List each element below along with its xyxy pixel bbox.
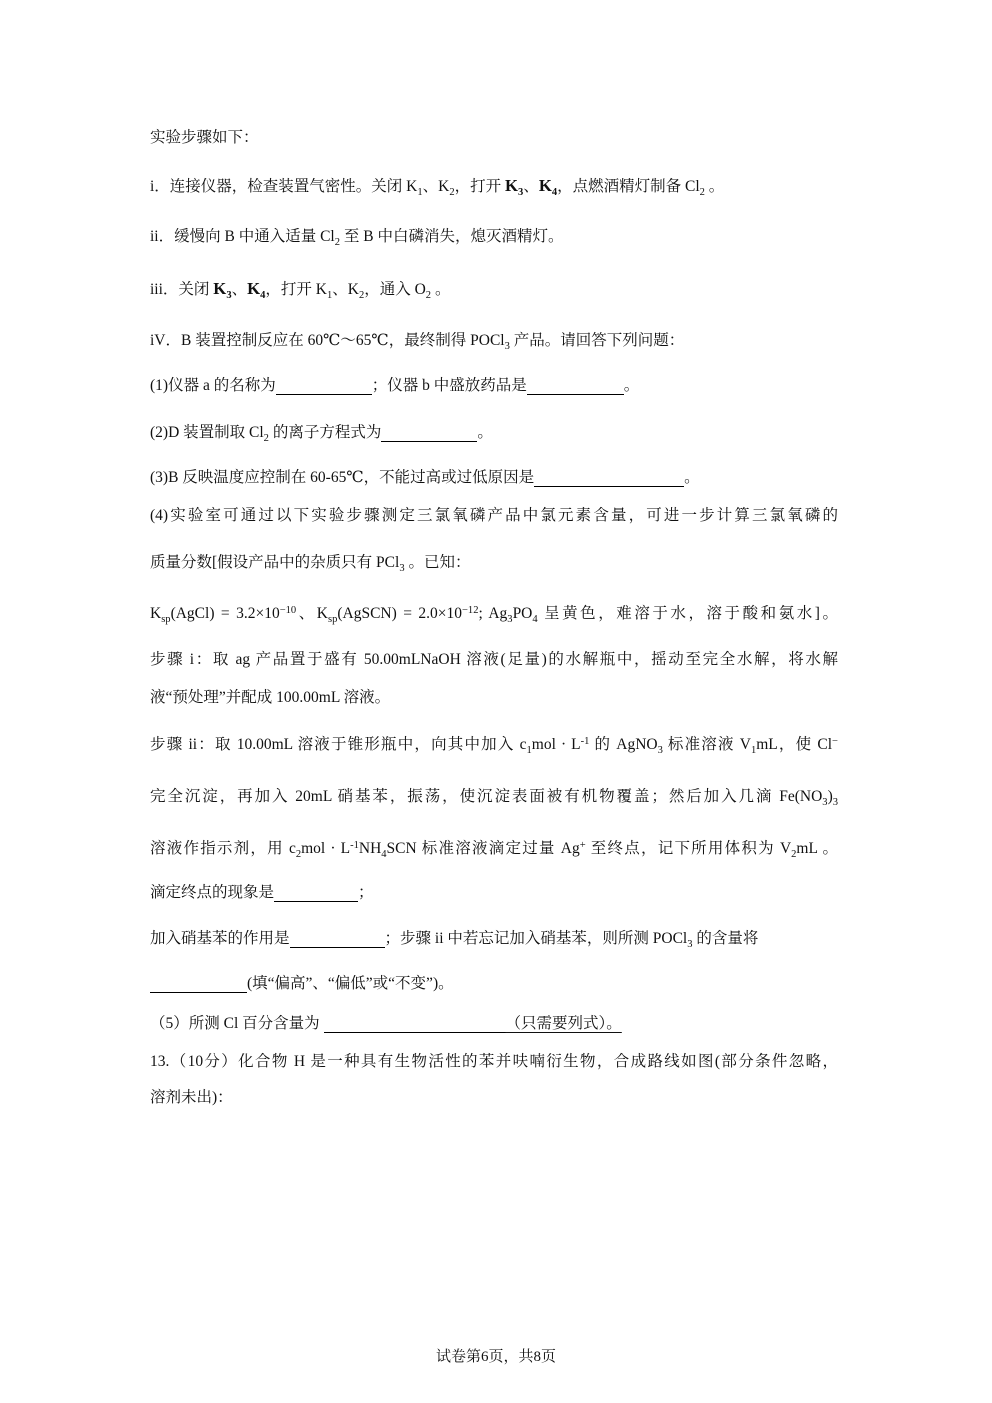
text-run: 13.（10分）化合物 H 是一种具有生物活性的苯并呋喃衍生物，合成路线如图(部分条件忽略， <box>150 1053 838 1070</box>
underlined-text: （只需要列式）。 <box>505 1015 622 1032</box>
text-run: i．连接仪器，检查装置气密性。关闭 K <box>150 178 418 195</box>
subscript: sp <box>327 613 338 625</box>
text-run: 产品。请回答下列问题： <box>509 332 685 349</box>
ksp-data-line <box>150 602 838 626</box>
subscript: 4 <box>532 613 538 625</box>
subscript: 3 <box>657 744 663 756</box>
subscript: 2 <box>358 289 365 301</box>
text-run: 溶液作指示剂，用 c <box>150 840 296 857</box>
procedure-step-i-line-2 <box>150 686 390 710</box>
nitrobenzene-question-choice <box>150 972 454 996</box>
subscript: 3 <box>822 796 828 808</box>
text-run: 、K <box>296 605 328 622</box>
question-5 <box>150 1012 622 1036</box>
text-run: (AgSCN) = 2.0×10 <box>337 605 462 622</box>
text-run: mol · L <box>531 736 581 753</box>
subscript: 3 <box>504 340 510 352</box>
text-run: 溶剂未出)： <box>150 1089 233 1106</box>
question-13-line-1 <box>150 1050 838 1074</box>
text-run: 至 B 中白磷消失，熄灭酒精灯。 <box>340 228 564 245</box>
bold-symbol: K <box>213 279 227 298</box>
subscript: sp <box>161 613 171 625</box>
step-iv <box>150 329 684 353</box>
answer-blank <box>274 884 358 902</box>
subscript: 1 <box>526 744 532 756</box>
text-run: (填“偏高”、“偏低”或“不变”)。 <box>247 975 454 992</box>
text-run: 至终点，记下所用体积为 V <box>585 840 792 857</box>
text-run: ii．缓慢向 B 中通入适量 Cl <box>150 228 335 245</box>
text-run: ；仪器 b 中盛放药品是 <box>371 377 527 394</box>
text-run: 的 AgNO <box>589 736 658 753</box>
superscript: -1 <box>580 735 590 747</box>
bold-symbol: K <box>538 176 552 195</box>
question-4-line-2 <box>150 551 470 575</box>
answer-blank <box>290 930 385 948</box>
text-run: 的含量将 <box>692 930 759 947</box>
text-run: 、 <box>523 178 539 195</box>
text-run: mL，使 Cl <box>756 736 833 753</box>
text-run: iii．关闭 <box>150 281 214 298</box>
text-run: 的离子方程式为 <box>268 424 382 441</box>
text-run: 。 <box>623 377 640 394</box>
subscript: 4 <box>381 848 387 860</box>
answer-blank <box>276 377 372 395</box>
bold-subscript: 4 <box>551 186 558 198</box>
subscript: 2 <box>425 289 432 301</box>
text-run: 。 <box>704 178 725 195</box>
subscript: 3 <box>507 613 513 625</box>
endpoint-question <box>150 881 374 905</box>
text-run: ) <box>827 788 833 805</box>
steps-heading <box>150 126 259 150</box>
text-run: iV．B 装置控制反应在 60℃～65℃，最终制得 POCl <box>150 332 505 349</box>
text-run: 完全沉淀，再加入 20mL 硝基苯，振荡，使沉淀表面被有机物覆盖；然后加入几滴 Fe(NO <box>150 788 823 805</box>
subscript: 1 <box>750 744 757 756</box>
question-1 <box>150 374 639 398</box>
bold-symbol: K <box>505 176 519 195</box>
subscript: 3 <box>832 796 838 808</box>
text-run: 实验步骤如下： <box>150 129 259 146</box>
text-run: 呈黄色，难溶于水，溶于酸和氨水]。 <box>537 605 838 622</box>
text-run: 质量分数[假设产品中的杂质只有 PCl <box>150 554 400 571</box>
question-13-line-2 <box>150 1086 233 1110</box>
text-run: 。已知： <box>404 554 471 571</box>
step-ii <box>150 225 563 249</box>
text-run: K <box>150 605 162 622</box>
text-run: （5）所测 Cl 百分含量为 <box>150 1015 324 1032</box>
answer-blank <box>381 424 477 442</box>
superscript: −12 <box>461 604 479 616</box>
question-2 <box>150 421 493 445</box>
superscript: − <box>832 735 838 747</box>
procedure-step-ii-line-3 <box>150 837 838 861</box>
text-run: ； <box>358 884 374 901</box>
subscript: 2 <box>263 432 269 444</box>
text-run: SCN 标准溶液滴定过量 Ag <box>386 840 580 857</box>
text-run: mL 。 <box>796 840 838 857</box>
subscript: 2 <box>334 236 340 248</box>
text-run: (3)B 反映温度应控制在 60-65℃，不能过高或过低原因是 <box>150 469 535 486</box>
bold-symbol: K <box>247 279 261 298</box>
text-run: ，打开 K <box>265 281 327 298</box>
subscript: 2 <box>449 186 455 198</box>
text-run: 步骤 i：取 ag 产品置于盛有 50.00mLNaOH 溶液(足量)的水解瓶中，摇动至完全水解，将水解 <box>150 651 838 668</box>
superscript: + <box>579 839 586 851</box>
subscript: 2 <box>699 186 705 198</box>
text-run: 滴定终点的现象是 <box>150 884 275 901</box>
text-run: 、K <box>332 281 359 298</box>
step-iii <box>150 277 450 301</box>
subscript: 3 <box>399 562 405 574</box>
superscript: −10 <box>279 604 297 616</box>
bold-subscript: 3 <box>226 289 232 301</box>
text-run: 标准溶液 V <box>662 736 751 753</box>
answer-blank <box>527 377 624 395</box>
procedure-step-ii-line-2 <box>150 785 838 809</box>
subscript: 1 <box>417 186 423 198</box>
text-run: 、K <box>422 178 450 195</box>
answer-blank <box>324 1015 506 1033</box>
subscript: 2 <box>295 848 302 860</box>
answer-blank <box>150 975 247 993</box>
step-i <box>150 174 724 198</box>
text-run: ；步骤 ii 中若忘记加入硝基苯，则所测 POCl <box>384 930 688 947</box>
text-run: mol · L <box>301 840 351 857</box>
text-run: 。 <box>431 281 451 298</box>
superscript: -1 <box>350 839 359 851</box>
answer-blank <box>534 469 684 487</box>
text-run: (AgCl) = 3.2×10 <box>170 605 280 622</box>
text-run: 液“预处理”并配成 100.00mL 溶液。 <box>150 689 391 706</box>
nitrobenzene-question <box>150 927 758 951</box>
page-footer: 试卷第6页，共8页 <box>435 1349 556 1365</box>
text-run: (1)仪器 a 的名称为 <box>150 377 276 394</box>
bold-subscript: 4 <box>260 289 266 301</box>
text-run: 。 <box>684 469 700 486</box>
bold-subscript: 3 <box>518 186 524 198</box>
subscript: 3 <box>687 938 693 950</box>
question-4-line-1 <box>150 504 838 528</box>
text-run: (2)D 装置制取 Cl <box>150 424 264 441</box>
text-run: 、 <box>231 281 248 298</box>
text-run: ，点燃酒精灯制备 Cl <box>557 178 700 195</box>
procedure-step-i-line-1 <box>150 648 838 672</box>
question-3 <box>150 466 700 490</box>
text-run: ，通入 O <box>364 281 426 298</box>
text-run: 步骤 ii：取 10.00mL 溶液于锥形瓶中，向其中加入 c <box>150 736 527 753</box>
subscript: 1 <box>326 289 333 301</box>
text-run: ，打开 <box>454 178 506 195</box>
subscript: 2 <box>791 848 797 860</box>
procedure-step-ii-line-1 <box>150 733 838 757</box>
text-run: 。 <box>477 424 493 441</box>
text-run: (4)实验室可通过以下实验步骤测定三氯氧磷产品中氯元素含量，可进一步计算三氯氧磷的 <box>150 507 838 524</box>
text-run: PO <box>512 605 533 622</box>
text-run: 加入硝基苯的作用是 <box>150 930 290 947</box>
text-run: NH <box>358 840 382 857</box>
text-run: ; Ag <box>478 605 508 622</box>
